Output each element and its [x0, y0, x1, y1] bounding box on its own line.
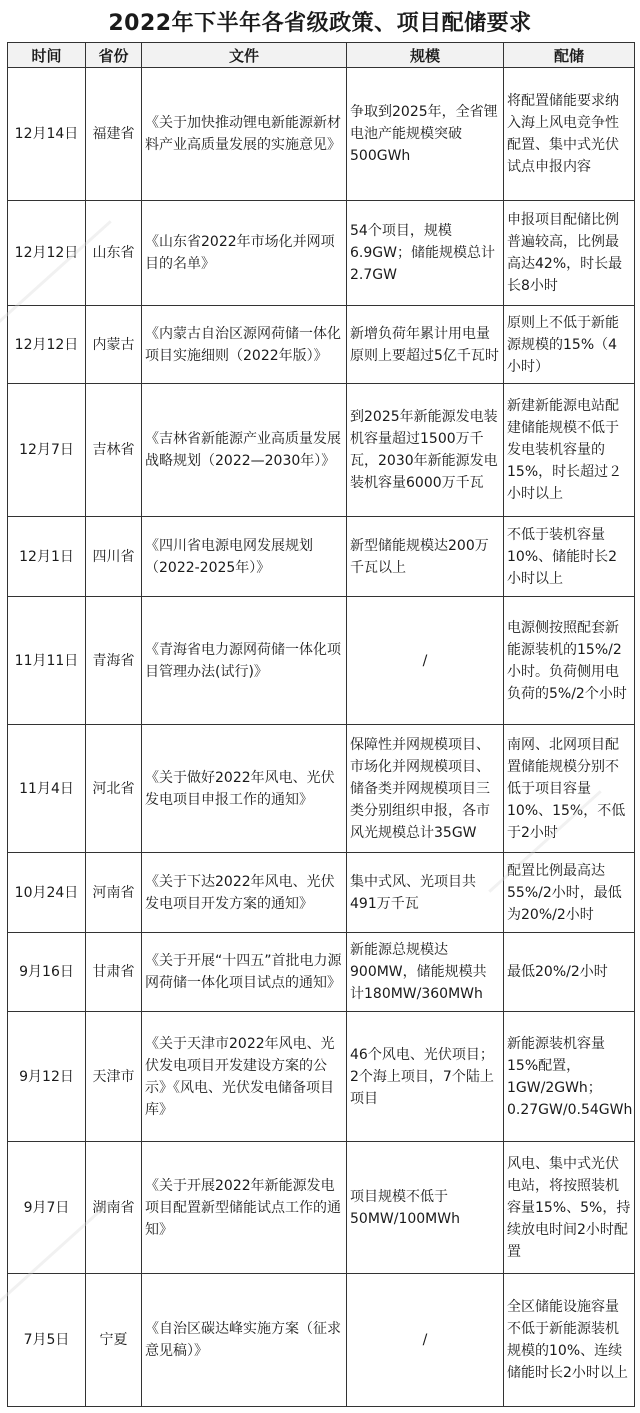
cell-document: 《青海省电力源网荷储一体化项目管理办法(试行)》	[142, 597, 347, 725]
cell-date: 12月12日	[8, 306, 86, 384]
cell-scale: 项目规模不低于50MW/100MWh	[347, 1142, 504, 1274]
cell-scale: 保障性并网规模项目、市场化并网规模项目、储备类并网规模项目三类分别组织申报，各市风光规模总计35GW	[347, 725, 504, 853]
cell-document: 《关于下达2022年风电、光伏发电项目开发方案的通知》	[142, 853, 347, 933]
cell-date: 11月11日	[8, 597, 86, 725]
table-row	[8, 1274, 635, 1407]
cell-storage: 申报项目配储比例普遍较高，比例最高达42%，时长最长8小时	[504, 201, 635, 306]
cell-scale: 到2025年新能源发电装机容量超过1500万千瓦，2030年新能源发电装机容量6000万千瓦	[347, 384, 504, 517]
table-row	[8, 517, 635, 597]
cell-date: 12月14日	[8, 68, 86, 201]
cell-storage: 电源侧按照配套新能源装机的15%/2小时。负荷侧用电负荷的5%/2个小时	[504, 597, 635, 725]
cell-date: 12月7日	[8, 384, 86, 517]
header-document: 文件	[142, 43, 347, 68]
cell-storage: 全区储能设施容量不低于新能源装机规模的10%、连续储能时长2小时以上	[504, 1274, 635, 1407]
cell-storage: 不低于装机容量10%、储能时长2小时以上	[504, 517, 635, 597]
table-header-row	[8, 43, 635, 68]
cell-document: 《关于天津市2022年风电、光伏发电项目开发建设方案的公示》《风电、光伏发电储备项目库》	[142, 1012, 347, 1142]
cell-storage: 新建新能源电站配建储能规模不低于发电装机容量的15%，时长超过２小时以上	[504, 384, 635, 517]
cell-scale: 新能源总规模达900MW，储能规模共计180MW/360MWh	[347, 933, 504, 1012]
cell-document: 《关于开展2022年新能源发电项目配置新型储能试点工作的通知》	[142, 1142, 347, 1274]
cell-document: 《山东省2022年市场化并网项目的名单》	[142, 201, 347, 306]
cell-scale: /	[347, 1274, 504, 1407]
cell-province: 青海省	[86, 597, 142, 725]
cell-storage: 南网、北网项目配置储能规模分别不低于项目容量10%、15%，不低于2小时	[504, 725, 635, 853]
cell-document: 《关于加快推动锂电新能源新材料产业高质量发展的实施意见》	[142, 68, 347, 201]
cell-province: 内蒙古	[86, 306, 142, 384]
page-title: 2022年下半年各省级政策、项目配储要求	[108, 10, 532, 36]
cell-document: 《吉林省新能源产业高质量发展战略规划（2022—2030年）》	[142, 384, 347, 517]
table-row	[8, 725, 635, 853]
cell-province: 吉林省	[86, 384, 142, 517]
table-row	[8, 384, 635, 517]
cell-scale: 46个风电、光伏项目；2个海上项目，7个陆上项目	[347, 1012, 504, 1142]
cell-document: 《四川省电源电网发展规划（2022-2025年）》	[142, 517, 347, 597]
cell-date: 12月12日	[8, 201, 86, 306]
cell-date: 11月4日	[8, 725, 86, 853]
table-row	[8, 1012, 635, 1142]
cell-document: 《内蒙古自治区源网荷储一体化项目实施细则（2022年版）》	[142, 306, 347, 384]
cell-scale: 争取到2025年，全省锂电池产能规模突破500GWh	[347, 68, 504, 201]
cell-province: 宁夏	[86, 1274, 142, 1407]
policy-table	[7, 42, 635, 1407]
cell-date: 9月12日	[8, 1012, 86, 1142]
cell-province: 山东省	[86, 201, 142, 306]
table-row	[8, 933, 635, 1012]
cell-storage: 风电、集中式光伏电站，将按照装机容量15%、5%，持续放电时间2小时配置	[504, 1142, 635, 1274]
cell-scale: 集中式风、光项目共491万千瓦	[347, 853, 504, 933]
cell-province: 福建省	[86, 68, 142, 201]
header-province: 省份	[86, 43, 142, 68]
cell-province: 四川省	[86, 517, 142, 597]
cell-scale: 新型储能规模达200万千瓦以上	[347, 517, 504, 597]
cell-document: 《关于做好2022年风电、光伏发电项目申报工作的通知》	[142, 725, 347, 853]
cell-province: 湖南省	[86, 1142, 142, 1274]
table-row	[8, 853, 635, 933]
table-row	[8, 201, 635, 306]
cell-province: 甘肃省	[86, 933, 142, 1012]
cell-date: 9月16日	[8, 933, 86, 1012]
cell-storage: 新能源装机容量15%配置，1GW/2GWh；0.27GW/0.54GWh	[504, 1012, 635, 1142]
cell-province: 天津市	[86, 1012, 142, 1142]
cell-date: 9月7日	[8, 1142, 86, 1274]
cell-scale: /	[347, 597, 504, 725]
cell-date: 12月1日	[8, 517, 86, 597]
table-row	[8, 597, 635, 725]
cell-document: 《自治区碳达峰实施方案（征求意见稿）》	[142, 1274, 347, 1407]
table-row	[8, 1142, 635, 1274]
cell-province: 河南省	[86, 853, 142, 933]
cell-storage: 原则上不低于新能源规模的15%（4小时）	[504, 306, 635, 384]
cell-date: 7月5日	[8, 1274, 86, 1407]
cell-storage: 将配置储能要求纳入海上风电竞争性配置、集中式光伏试点申报内容	[504, 68, 635, 201]
table-row	[8, 306, 635, 384]
cell-storage: 最低20%/2小时	[504, 933, 635, 1012]
header-scale: 规模	[347, 43, 504, 68]
cell-document: 《关于开展“十四五”首批电力源网荷储一体化项目试点的通知》	[142, 933, 347, 1012]
table-row	[8, 68, 635, 201]
cell-scale: 新增负荷年累计用电量原则上要超过5亿千瓦时	[347, 306, 504, 384]
cell-date: 10月24日	[8, 853, 86, 933]
header-date: 时间	[8, 43, 86, 68]
cell-province: 河北省	[86, 725, 142, 853]
header-storage: 配储	[504, 43, 635, 68]
cell-storage: 配置比例最高达55%/2小时，最低为20%/2小时	[504, 853, 635, 933]
cell-scale: 54个项目，规模6.9GW；储能规模总计2.7GW	[347, 201, 504, 306]
